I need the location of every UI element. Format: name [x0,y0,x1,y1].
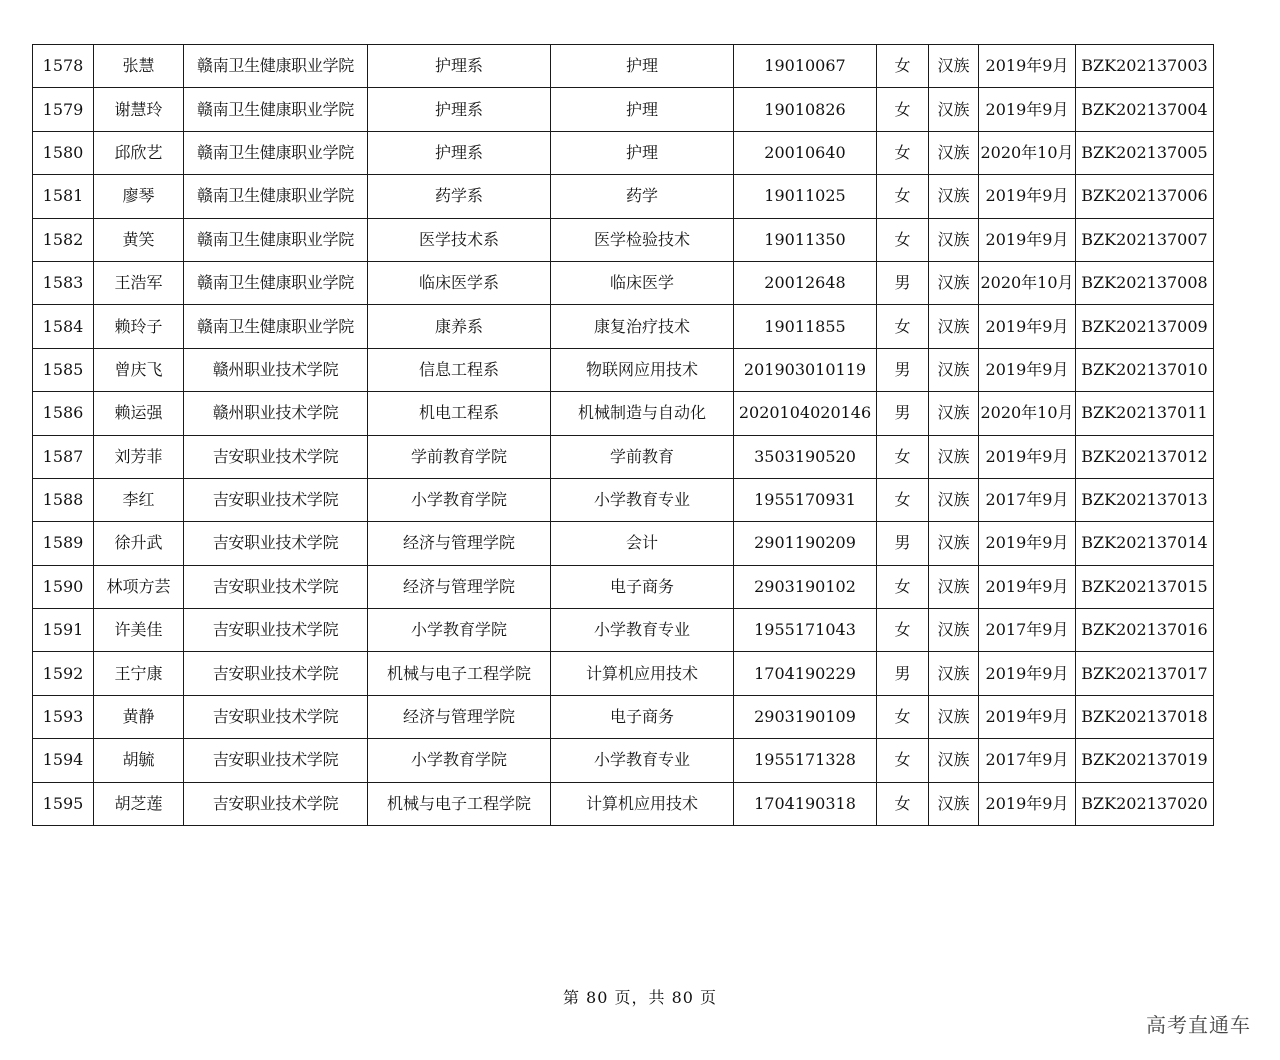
row-number-cell: 1585 [33,348,94,391]
table-row [33,175,1214,218]
department-cell: 机械与电子工程学院 [368,652,551,695]
enrollment-date-cell: 2017年9月 [979,609,1076,652]
school-name-cell: 吉安职业技术学院 [184,478,368,521]
enrollment-date-cell: 2020年10月 [979,392,1076,435]
student-name-cell: 刘芳菲 [94,435,184,478]
student-id-cell: 19010067 [734,45,877,88]
major-cell: 电子商务 [551,565,734,608]
school-name-cell: 赣南卫生健康职业学院 [184,261,368,304]
gender-cell: 女 [877,695,929,738]
department-cell: 护理系 [368,45,551,88]
row-number-cell: 1578 [33,45,94,88]
student-id-cell: 2020104020146 [734,392,877,435]
major-cell: 会计 [551,522,734,565]
department-cell: 机械与电子工程学院 [368,782,551,825]
ethnicity-cell: 汉族 [929,45,979,88]
student-name-cell: 谢慧玲 [94,88,184,131]
row-number-cell: 1589 [33,522,94,565]
school-name-cell: 吉安职业技术学院 [184,522,368,565]
enrollment-date-cell: 2017年9月 [979,478,1076,521]
major-cell: 临床医学 [551,261,734,304]
department-cell: 小学教育学院 [368,478,551,521]
student-name-cell: 张慧 [94,45,184,88]
department-cell: 信息工程系 [368,348,551,391]
row-number-cell: 1595 [33,782,94,825]
major-cell: 计算机应用技术 [551,782,734,825]
row-number-cell: 1587 [33,435,94,478]
table-row [33,45,1214,88]
major-cell: 医学检验技术 [551,218,734,261]
certificate-number-cell: BZK202137004 [1076,88,1214,131]
enrollment-date-cell: 2019年9月 [979,522,1076,565]
major-cell: 康复治疗技术 [551,305,734,348]
student-id-cell: 1955170931 [734,478,877,521]
table-row [33,652,1214,695]
gender-cell: 女 [877,609,929,652]
student-name-cell: 胡毓 [94,739,184,782]
row-number-cell: 1591 [33,609,94,652]
page-number: 第 80 页，共 80 页 [562,988,718,1007]
student-name-cell: 李红 [94,478,184,521]
student-name-cell: 邱欣艺 [94,131,184,174]
gender-cell: 女 [877,305,929,348]
school-name-cell: 吉安职业技术学院 [184,435,368,478]
major-cell: 小学教育专业 [551,739,734,782]
row-number-cell: 1580 [33,131,94,174]
student-name-cell: 赖玲子 [94,305,184,348]
gender-cell: 男 [877,261,929,304]
ethnicity-cell: 汉族 [929,435,979,478]
student-name-cell: 胡芝莲 [94,782,184,825]
ethnicity-cell: 汉族 [929,739,979,782]
enrollment-date-cell: 2019年9月 [979,782,1076,825]
ethnicity-cell: 汉族 [929,305,979,348]
ethnicity-cell: 汉族 [929,348,979,391]
certificate-number-cell: BZK202137008 [1076,261,1214,304]
certificate-number-cell: BZK202137020 [1076,782,1214,825]
watermark-text: 高考直通车 [1146,1013,1251,1037]
department-cell: 经济与管理学院 [368,565,551,608]
certificate-number-cell: BZK202137013 [1076,478,1214,521]
ethnicity-cell: 汉族 [929,565,979,608]
enrollment-date-cell: 2020年10月 [979,131,1076,174]
row-number-cell: 1581 [33,175,94,218]
certificate-number-cell: BZK202137018 [1076,695,1214,738]
gender-cell: 女 [877,739,929,782]
row-number-cell: 1586 [33,392,94,435]
row-number-cell: 1583 [33,261,94,304]
major-cell: 电子商务 [551,695,734,738]
enrollment-date-cell: 2019年9月 [979,305,1076,348]
table-row [33,609,1214,652]
row-number-cell: 1582 [33,218,94,261]
student-id-cell: 1955171043 [734,609,877,652]
row-number-cell: 1593 [33,695,94,738]
ethnicity-cell: 汉族 [929,652,979,695]
department-cell: 学前教育学院 [368,435,551,478]
table-row [33,435,1214,478]
certificate-number-cell: BZK202137006 [1076,175,1214,218]
major-cell: 机械制造与自动化 [551,392,734,435]
school-name-cell: 吉安职业技术学院 [184,695,368,738]
gender-cell: 男 [877,392,929,435]
student-name-cell: 许美佳 [94,609,184,652]
row-number-cell: 1590 [33,565,94,608]
student-id-cell: 2903190102 [734,565,877,608]
gender-cell: 女 [877,175,929,218]
student-id-cell: 19011855 [734,305,877,348]
department-cell: 机电工程系 [368,392,551,435]
row-number-cell: 1594 [33,739,94,782]
student-name-cell: 廖琴 [94,175,184,218]
table-row [33,478,1214,521]
enrollment-date-cell: 2019年9月 [979,435,1076,478]
school-name-cell: 赣南卫生健康职业学院 [184,88,368,131]
school-name-cell: 吉安职业技术学院 [184,565,368,608]
school-name-cell: 赣南卫生健康职业学院 [184,175,368,218]
school-name-cell: 吉安职业技术学院 [184,652,368,695]
department-cell: 药学系 [368,175,551,218]
table-row [33,131,1214,174]
school-name-cell: 赣南卫生健康职业学院 [184,305,368,348]
major-cell: 学前教育 [551,435,734,478]
enrollment-date-cell: 2017年9月 [979,739,1076,782]
major-cell: 小学教育专业 [551,609,734,652]
student-id-cell: 20012648 [734,261,877,304]
certificate-number-cell: BZK202137009 [1076,305,1214,348]
ethnicity-cell: 汉族 [929,175,979,218]
ethnicity-cell: 汉族 [929,478,979,521]
certificate-number-cell: BZK202137012 [1076,435,1214,478]
ethnicity-cell: 汉族 [929,609,979,652]
student-id-cell: 20010640 [734,131,877,174]
table-row [33,348,1214,391]
student-name-cell: 黄笑 [94,218,184,261]
student-name-cell: 王浩军 [94,261,184,304]
student-name-cell: 曾庆飞 [94,348,184,391]
major-cell: 护理 [551,131,734,174]
student-id-cell: 1955171328 [734,739,877,782]
student-id-cell: 1704190229 [734,652,877,695]
roster-body [33,45,1214,826]
student-id-cell: 3503190520 [734,435,877,478]
student-name-cell: 徐升武 [94,522,184,565]
table-row [33,305,1214,348]
table-row [33,218,1214,261]
enrollment-date-cell: 2019年9月 [979,175,1076,218]
student-name-cell: 黄静 [94,695,184,738]
student-name-cell: 王宁康 [94,652,184,695]
gender-cell: 女 [877,782,929,825]
roster-table [32,44,1214,826]
school-name-cell: 吉安职业技术学院 [184,609,368,652]
certificate-number-cell: BZK202137010 [1076,348,1214,391]
certificate-number-cell: BZK202137003 [1076,45,1214,88]
ethnicity-cell: 汉族 [929,131,979,174]
table-row [33,739,1214,782]
gender-cell: 女 [877,88,929,131]
department-cell: 经济与管理学院 [368,695,551,738]
school-name-cell: 赣南卫生健康职业学院 [184,45,368,88]
certificate-number-cell: BZK202137011 [1076,392,1214,435]
gender-cell: 男 [877,522,929,565]
student-id-cell: 19010826 [734,88,877,131]
major-cell: 小学教育专业 [551,478,734,521]
gender-cell: 女 [877,565,929,608]
student-name-cell: 赖运强 [94,392,184,435]
ethnicity-cell: 汉族 [929,522,979,565]
ethnicity-cell: 汉族 [929,88,979,131]
student-id-cell: 2903190109 [734,695,877,738]
enrollment-date-cell: 2019年9月 [979,348,1076,391]
school-name-cell: 赣州职业技术学院 [184,392,368,435]
certificate-number-cell: BZK202137017 [1076,652,1214,695]
gender-cell: 女 [877,435,929,478]
enrollment-date-cell: 2019年9月 [979,218,1076,261]
department-cell: 经济与管理学院 [368,522,551,565]
table-row [33,782,1214,825]
school-name-cell: 赣州职业技术学院 [184,348,368,391]
student-id-cell: 2901190209 [734,522,877,565]
student-id-cell: 19011350 [734,218,877,261]
school-name-cell: 赣南卫生健康职业学院 [184,131,368,174]
certificate-number-cell: BZK202137015 [1076,565,1214,608]
enrollment-date-cell: 2019年9月 [979,695,1076,738]
enrollment-date-cell: 2019年9月 [979,45,1076,88]
major-cell: 物联网应用技术 [551,348,734,391]
student-id-cell: 19011025 [734,175,877,218]
student-id-cell: 201903010119 [734,348,877,391]
row-number-cell: 1592 [33,652,94,695]
gender-cell: 男 [877,652,929,695]
ethnicity-cell: 汉族 [929,261,979,304]
department-cell: 临床医学系 [368,261,551,304]
gender-cell: 女 [877,131,929,174]
certificate-number-cell: BZK202137007 [1076,218,1214,261]
student-id-cell: 1704190318 [734,782,877,825]
school-name-cell: 吉安职业技术学院 [184,739,368,782]
major-cell: 药学 [551,175,734,218]
gender-cell: 女 [877,478,929,521]
table-row [33,88,1214,131]
major-cell: 护理 [551,88,734,131]
major-cell: 护理 [551,45,734,88]
department-cell: 护理系 [368,131,551,174]
school-name-cell: 吉安职业技术学院 [184,782,368,825]
ethnicity-cell: 汉族 [929,218,979,261]
ethnicity-cell: 汉族 [929,782,979,825]
school-name-cell: 赣南卫生健康职业学院 [184,218,368,261]
table-row [33,522,1214,565]
enrollment-date-cell: 2019年9月 [979,88,1076,131]
table-row [33,565,1214,608]
table-row [33,695,1214,738]
department-cell: 医学技术系 [368,218,551,261]
enrollment-date-cell: 2019年9月 [979,652,1076,695]
student-name-cell: 林项方芸 [94,565,184,608]
department-cell: 康养系 [368,305,551,348]
gender-cell: 女 [877,218,929,261]
department-cell: 小学教育学院 [368,739,551,782]
ethnicity-cell: 汉族 [929,695,979,738]
row-number-cell: 1588 [33,478,94,521]
ethnicity-cell: 汉族 [929,392,979,435]
enrollment-date-cell: 2020年10月 [979,261,1076,304]
certificate-number-cell: BZK202137005 [1076,131,1214,174]
gender-cell: 女 [877,45,929,88]
row-number-cell: 1579 [33,88,94,131]
table-row [33,392,1214,435]
major-cell: 计算机应用技术 [551,652,734,695]
certificate-number-cell: BZK202137014 [1076,522,1214,565]
department-cell: 小学教育学院 [368,609,551,652]
certificate-number-cell: BZK202137016 [1076,609,1214,652]
department-cell: 护理系 [368,88,551,131]
certificate-number-cell: BZK202137019 [1076,739,1214,782]
enrollment-date-cell: 2019年9月 [979,565,1076,608]
gender-cell: 男 [877,348,929,391]
table-row [33,261,1214,304]
row-number-cell: 1584 [33,305,94,348]
